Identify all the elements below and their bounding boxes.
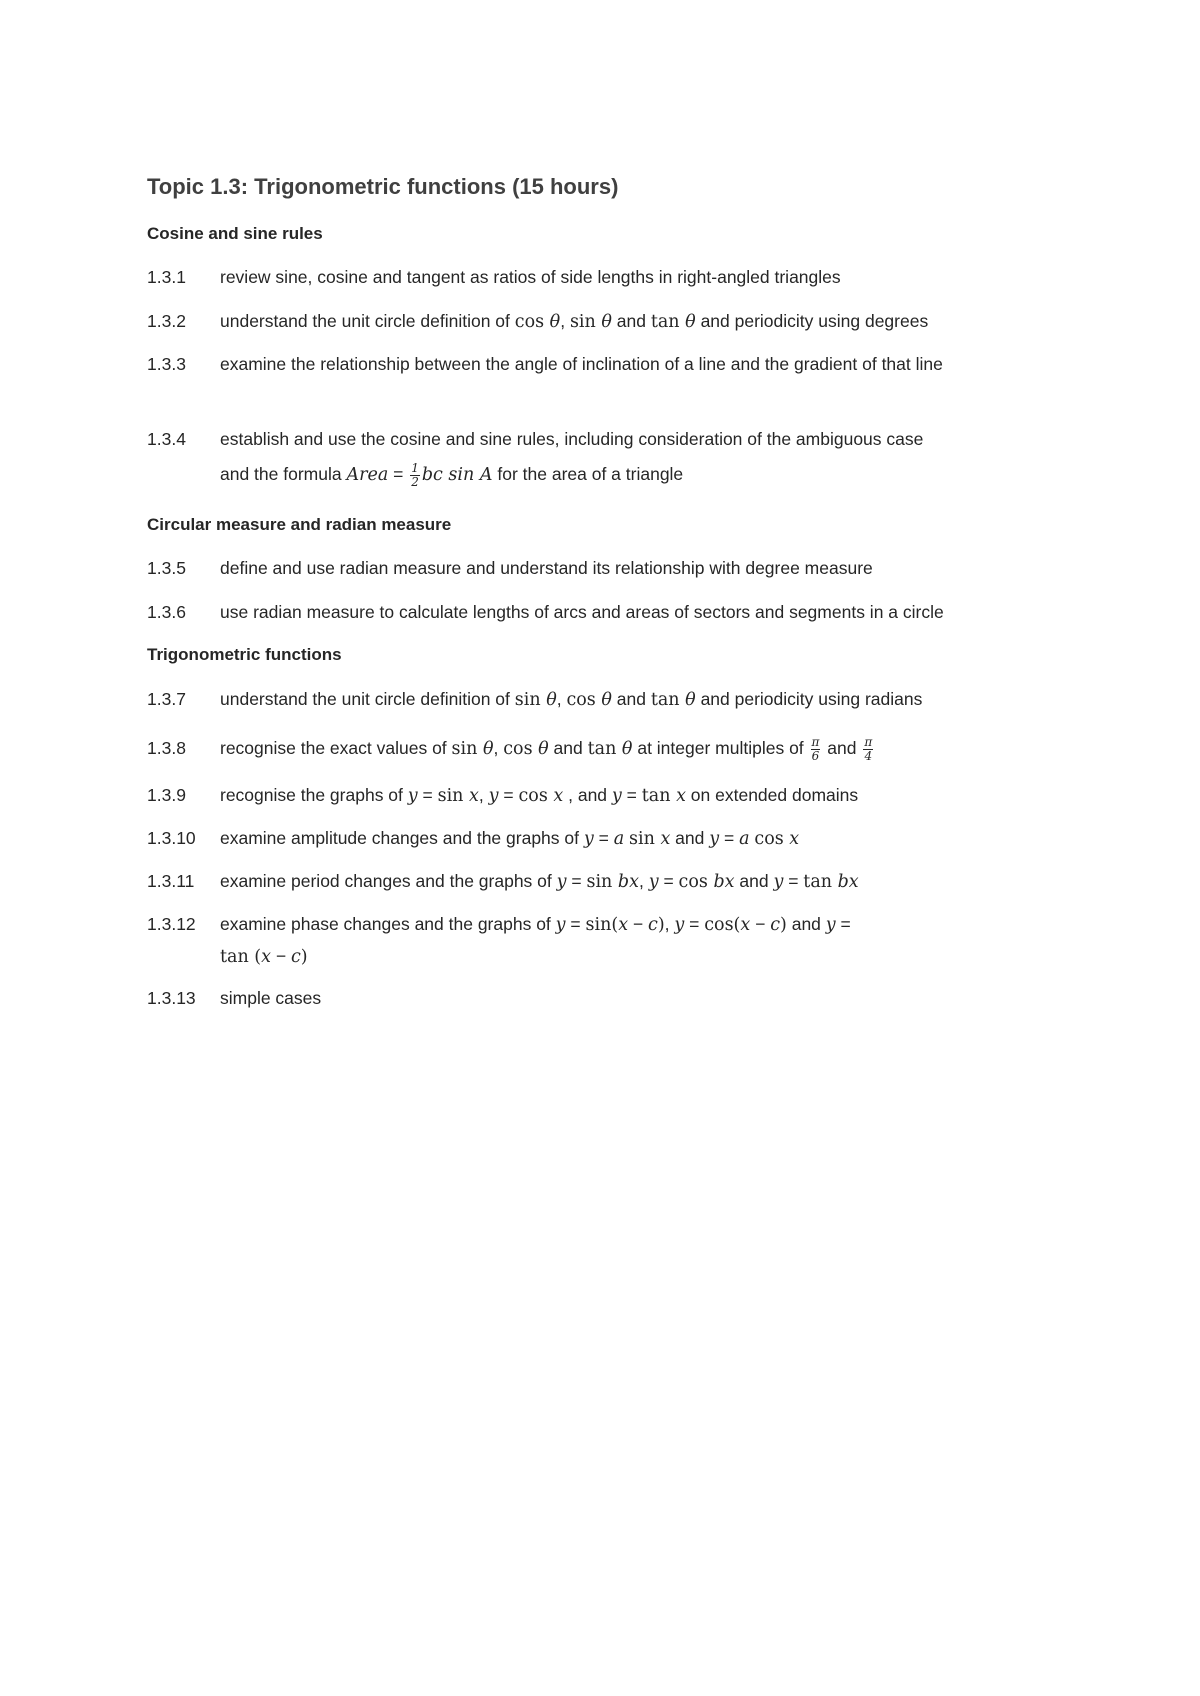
item-number: 1.3.8 xyxy=(147,738,186,758)
item-text: examine the relationship between the angle of inclination of a line and the gradient of that line xyxy=(220,354,943,374)
section-heading-circular-radian-measure: Circular measure and radian measure xyxy=(147,515,452,534)
item-number: 1.3.13 xyxy=(147,988,196,1008)
item-number: 1.3.3 xyxy=(147,354,186,374)
item-text: examine phase changes and the graphs of y = sin(x − c), y = cos(x − c) and y = tan (x − c) xyxy=(220,914,851,967)
item-text: simple cases xyxy=(220,988,322,1008)
item-number: 1.3.9 xyxy=(147,785,186,805)
fraction-one-half: $\frac{1}{2}$ xyxy=(411,460,419,489)
item-text: use radian measure to calculate lengths of arcs and areas of sectors and segments in a circle xyxy=(220,602,944,622)
item-text: review sine, cosine and tangent as ratios of side lengths in right-angled triangles xyxy=(220,267,841,287)
item-text: establish and use the cosine and sine rules, including consideration of the ambiguous case and the formula Area = $\frac{1}{2}$ bc sin A for the area of a triangle xyxy=(220,429,924,489)
item-text: recognise the graphs of y = sin x, y = cos x , and y = tan x on extended domains xyxy=(220,785,859,806)
item-text: define and use radian measure and understand its relationship with degree measure xyxy=(220,558,873,578)
item-number: 1.3.11 xyxy=(147,871,195,891)
item-text: examine period changes and the graphs of y = sin bx, y = cos bx and y = tan bx xyxy=(220,871,859,892)
item-text: understand the unit circle definition of sin θ, cos θ and tan θ and periodicity using radians xyxy=(220,689,923,710)
item-text: understand the unit circle definition of cos θ, sin θ and tan θ and periodicity using degrees xyxy=(220,311,929,332)
item-number: 1.3.6 xyxy=(147,602,186,622)
item-text: recognise the exact values of sin θ, cos θ and tan θ at integer multiples of $\frac{\pi}{6}$ and $\frac{\pi}{4}$ xyxy=(220,734,873,763)
item-number: 1.3.7 xyxy=(147,689,186,709)
item-number: 1.3.10 xyxy=(147,828,196,848)
item-number: 1.3.4 xyxy=(147,429,186,449)
item-text: examine amplitude changes and the graphs of y = a sin x and y = a cos x xyxy=(220,828,800,849)
item-number: 1.3.5 xyxy=(147,558,186,578)
page-title: Topic 1.3: Trigonometric functions (15 hours) xyxy=(147,174,619,199)
item-number: 1.3.12 xyxy=(147,914,196,934)
section-heading-cosine-sine-rules: Cosine and sine rules xyxy=(147,224,323,243)
fraction-pi-over-4: $\frac{\pi}{4}$ xyxy=(864,734,873,763)
section-heading-trigonometric-functions: Trigonometric functions xyxy=(147,645,342,664)
fraction-pi-over-6: $\frac{\pi}{6}$ xyxy=(811,734,820,763)
item-number: 1.3.1 xyxy=(147,267,186,287)
item-number: 1.3.2 xyxy=(147,311,186,331)
